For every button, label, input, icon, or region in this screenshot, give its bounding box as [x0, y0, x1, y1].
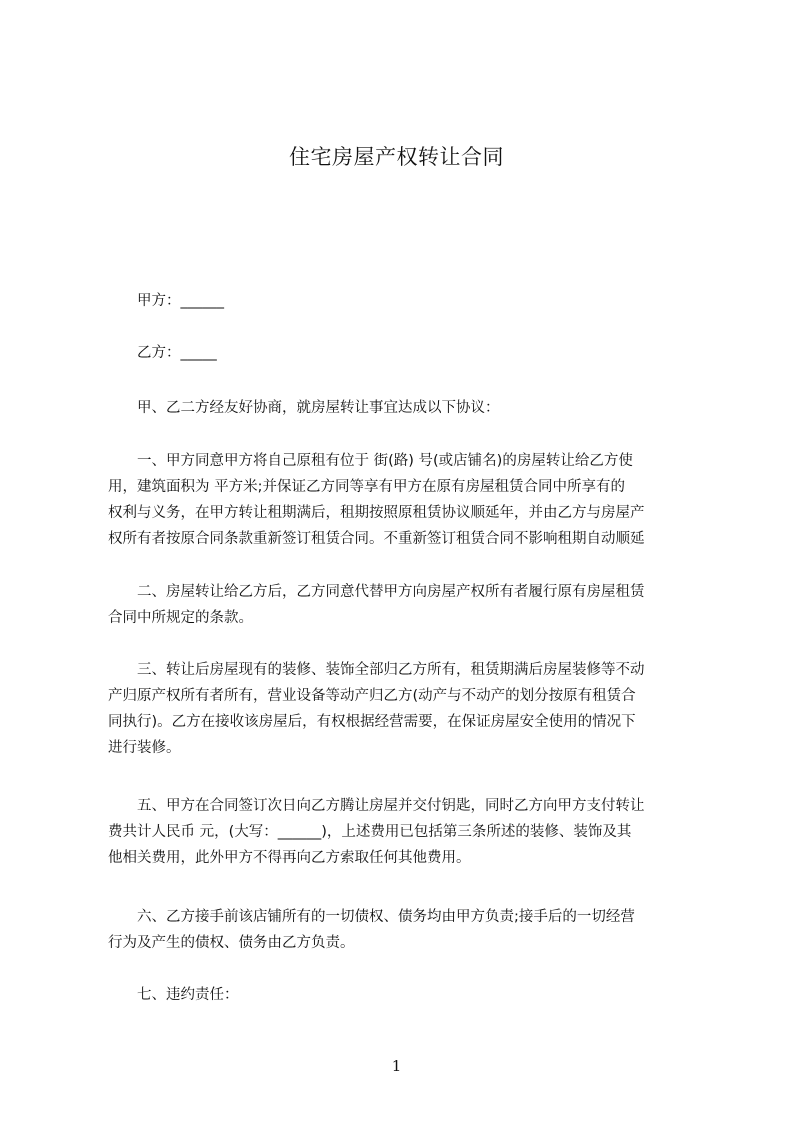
clause-6 [108, 904, 700, 956]
clause-1-line: 一、甲方同意甲方将自己原租有位于 街(路) 号(或店铺名)的房屋转让给乙方使 [137, 453, 633, 469]
page-title: 住宅房屋产权转让合同 [289, 145, 504, 169]
clause-3 [108, 657, 700, 761]
clause-3-line: 三、转让后房屋现有的装修、装饰全部归乙方所有，租赁期满后房屋装修等不动 [137, 662, 645, 678]
clause-3-line: 同执行)。乙方在接收该房屋后，有权根据经营需要，在保证房屋安全使用的情况下 [108, 714, 636, 730]
clause-1-line: 用，建筑面积为 平方米;并保证乙方同等享有甲方在原有房屋租赁合同中所享有的 [108, 479, 625, 495]
clause-3-line: 进行装修。 [108, 740, 181, 756]
party-a-line: 甲方：______ [137, 293, 224, 309]
page-number: 1 [391, 1057, 402, 1075]
clause-3-line: 产归原产权所有者所有，营业设备等动产归乙方(动产与不动产的划分按原有租赁合 [108, 688, 636, 704]
clause-5 [108, 793, 700, 871]
intro-paragraph: 甲、乙二方经友好协商，就房屋转让事宜达成以下协议： [137, 400, 500, 416]
clause-2-line: 二、房屋转让给乙方后，乙方同意代替甲方向房屋产权所有者履行原有房屋租赁 [137, 584, 645, 600]
party-b-line: 乙方：_____ [137, 345, 217, 361]
clause-6-line: 行为及产生的债权、债务由乙方负责。 [108, 935, 355, 951]
clause-2-line: 合同中所规定的条款。 [108, 610, 253, 626]
clause-5-line: 他相关费用，此外甲方不得再向乙方索取任何其他费用。 [108, 850, 471, 866]
clause-1 [108, 448, 700, 552]
clause-1-line: 权所有者按原合同条款重新签订租赁合同。不重新签订租赁合同不影响租期自动顺延 [108, 531, 645, 547]
clause-1-line: 权利与义务，在甲方转让租期满后，租期按照原租赁协议顺延年，并由乙方与房屋产 [108, 505, 645, 521]
clause-7-heading: 七、违约责任： [137, 987, 239, 1003]
clause-2 [108, 579, 700, 631]
clause-5-line: 费共计人民币 元，(大写：______)，上述费用已包括第三条所述的装修、装饰及其 [108, 824, 632, 840]
clause-6-line: 六、乙方接手前该店铺所有的一切债权、债务均由甲方负责;接手后的一切经营 [137, 909, 635, 925]
clause-5-line: 五、甲方在合同签订次日向乙方腾让房屋并交付钥匙，同时乙方向甲方支付转让 [137, 798, 645, 814]
